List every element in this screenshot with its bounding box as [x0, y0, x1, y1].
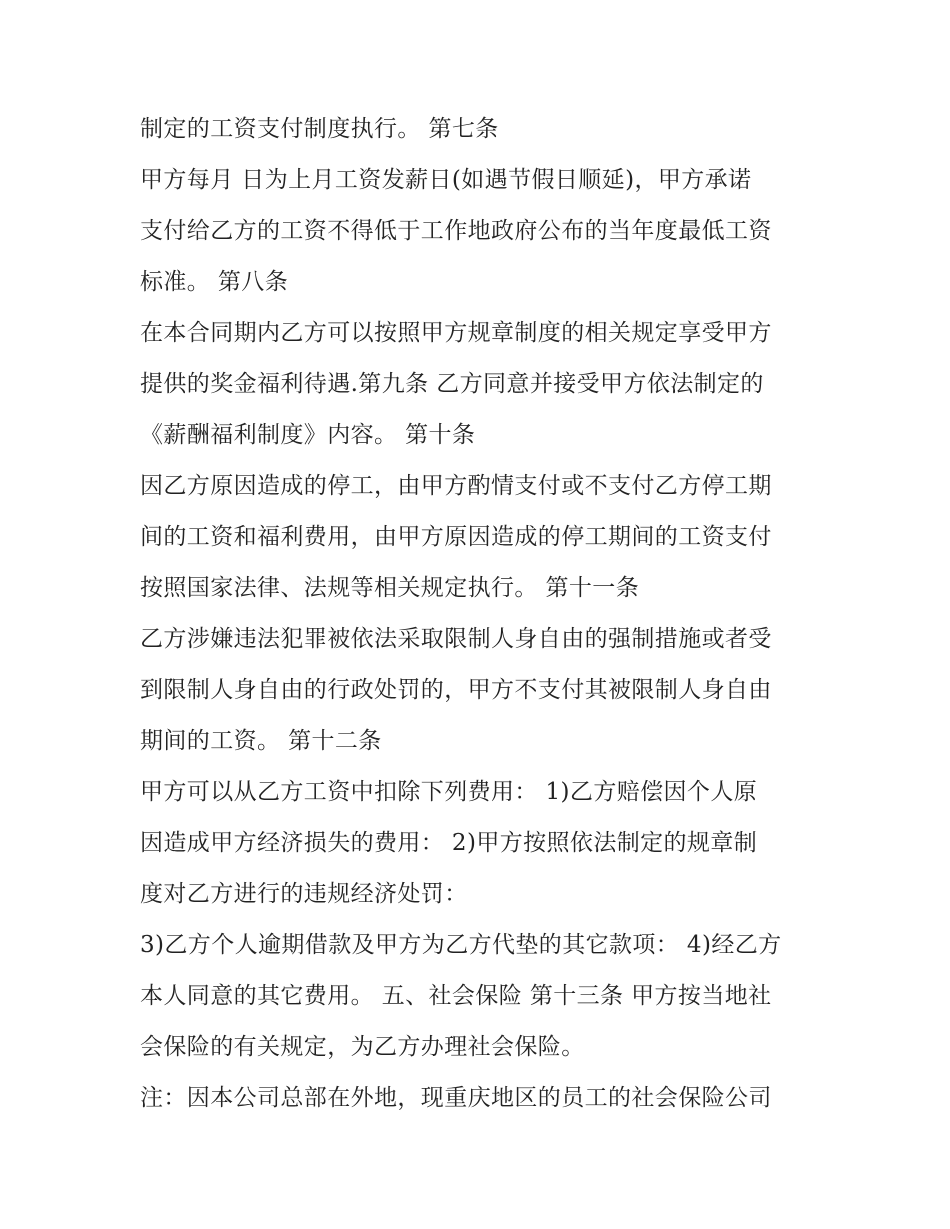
text-line: 因造成甲方经济损失的费用： 2)甲方按照依法制定的规章制 [140, 830, 758, 856]
text-line: 本人同意的其它费用。 五、社会保险 第十三条 甲方按当地社 [140, 983, 772, 1009]
text-line: 会保险的有关规定，为乙方办理社会保险。 [140, 1034, 585, 1060]
text-line: 度对乙方进行的违规经济处罚： [140, 881, 468, 907]
text-line: 甲方可以从乙方工资中扣除下列费用： 1)乙方赔偿因个人原 [140, 779, 758, 805]
text-line: 在本合同期内乙方可以按照甲方规章制度的相关规定享受甲方 [140, 320, 772, 346]
text-line: 间的工资和福利费用，由甲方原因造成的停工期间的工资支付 [140, 524, 772, 550]
text-line: 制定的工资支付制度执行。 第七条 [140, 116, 499, 142]
text-line: 期间的工资。 第十二条 [140, 728, 382, 754]
text-line: 因乙方原因造成的停工，由甲方酌情支付或不支付乙方停工期 [140, 473, 772, 499]
text-line: 《薪酬福利制度》内容。 第十条 [140, 422, 476, 448]
text-line: 乙方涉嫌违法犯罪被依法采取限制人身自由的强制措施或者受 [140, 626, 772, 652]
text-line: 标准。 第八条 [140, 269, 289, 295]
text-line: 甲方每月 日为上月工资发薪日(如遇节假日顺延)，甲方承诺 [140, 167, 752, 193]
text-line: 注：因本公司总部在外地，现重庆地区的员工的社会保险公司 [140, 1085, 772, 1111]
text-line: 3)乙方个人逾期借款及甲方为乙方代垫的其它款项： 4)经乙方 [140, 932, 782, 958]
document-body [140, 104, 820, 1124]
text-line: 支付给乙方的工资不得低于工作地政府公布的当年度最低工资 [140, 218, 772, 244]
text-line: 按照国家法律、法规等相关规定执行。 第十一条 [140, 575, 640, 601]
text-line: 提供的奖金福利待遇.第九条 乙方同意并接受甲方依法制定的 [140, 371, 764, 397]
text-line: 到限制人身自由的行政处罚的，甲方不支付其被限制人身自由 [140, 677, 772, 703]
